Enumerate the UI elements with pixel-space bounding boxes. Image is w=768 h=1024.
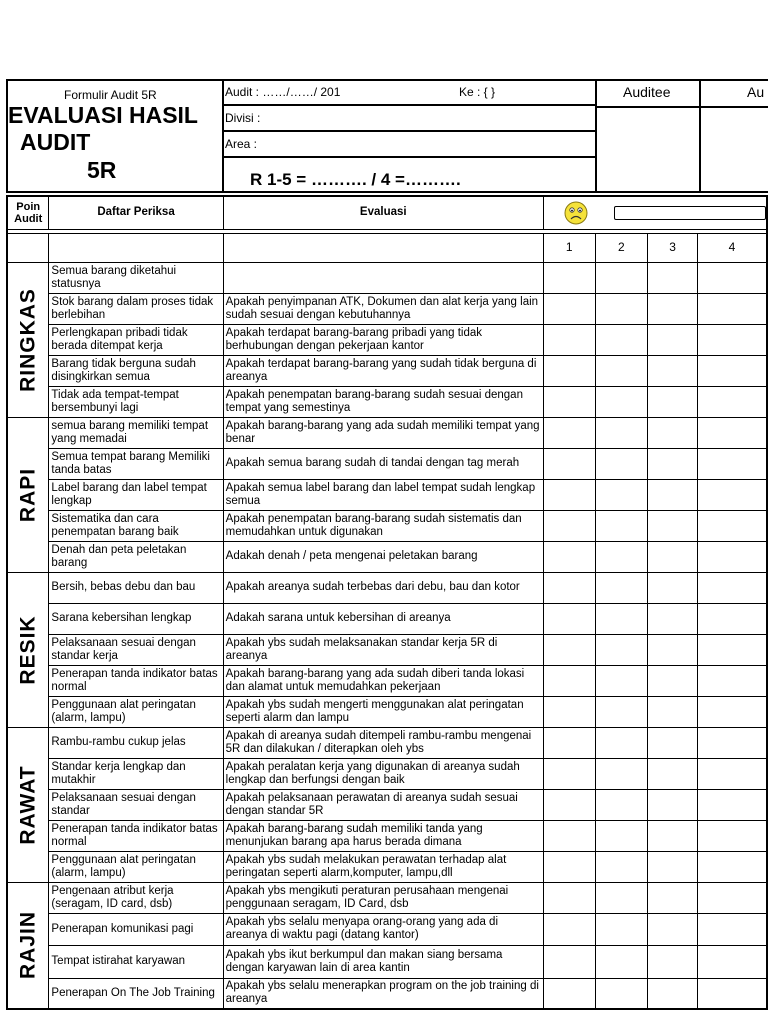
score-cell-3[interactable] bbox=[648, 758, 698, 789]
score-cell-1[interactable] bbox=[543, 324, 595, 355]
score-cell-2[interactable] bbox=[595, 634, 648, 665]
evaluation-question: Apakah ybs sudah melakukan perawatan terhadap alat peringatan seperti alarm,komputer, lampu,dll bbox=[223, 851, 543, 882]
checklist-item: Barang tidak berguna sudah disingkirkan semua bbox=[49, 355, 223, 386]
table-row bbox=[7, 696, 767, 727]
evaluation-question: Apakah ybs ikut berkumpul dan makan siang bersama dengan karyawan lain di area kantin bbox=[223, 945, 543, 978]
audit-round-field[interactable]: Ke : { } bbox=[459, 85, 496, 99]
score-cell-4[interactable] bbox=[697, 293, 767, 324]
checklist-item: Penggunaan alat peringatan (alarm, lampu) bbox=[49, 696, 223, 727]
score-cell-1[interactable] bbox=[543, 978, 595, 1009]
table-row bbox=[7, 665, 767, 696]
score-cell-2[interactable] bbox=[595, 882, 648, 913]
checklist-item: Bersih, bebas debu dan bau bbox=[49, 572, 223, 603]
checklist-item: Stok barang dalam proses tidak berlebihan bbox=[49, 293, 223, 324]
checklist-item: Denah dan peta peletakan barang bbox=[49, 541, 223, 572]
score-cell-3[interactable] bbox=[648, 448, 698, 479]
score-cell-3[interactable] bbox=[648, 727, 698, 758]
score-cell-2[interactable] bbox=[595, 978, 648, 1009]
score-cell-4[interactable] bbox=[697, 913, 767, 945]
form-label: Formulir Audit 5R bbox=[64, 88, 157, 102]
checklist-item: Penggunaan alat peringatan (alarm, lampu) bbox=[49, 851, 223, 882]
table-row bbox=[7, 634, 767, 665]
table-row bbox=[7, 572, 767, 603]
score-cell-1[interactable] bbox=[543, 386, 595, 417]
evaluation-question: Apakah penempatan barang-barang sudah sesuai dengan tempat yang semestinya bbox=[223, 386, 543, 417]
score-cell-2[interactable] bbox=[595, 386, 648, 417]
score-cell-3[interactable] bbox=[648, 603, 698, 634]
audit-checklist-table bbox=[6, 195, 768, 1010]
score-cell-3[interactable] bbox=[648, 882, 698, 913]
evaluation-question: Apakah barang-barang yang ada sudah memiliki tempat yang benar bbox=[223, 417, 543, 448]
score-cell-2[interactable] bbox=[595, 417, 648, 448]
category-label: RESIK bbox=[16, 614, 40, 685]
score-cell-3[interactable] bbox=[648, 386, 698, 417]
score-cell-1[interactable] bbox=[543, 696, 595, 727]
checklist-item: Perlengkapan pribadi tidak berada ditempat kerja bbox=[49, 324, 223, 355]
score-cell-1[interactable] bbox=[543, 262, 595, 293]
checklist-item: semua barang memiliki tempat yang memadai bbox=[49, 417, 223, 448]
score-cell-3[interactable] bbox=[648, 665, 698, 696]
score-cell-4[interactable] bbox=[697, 479, 767, 510]
evaluation-question: Apakah penyimpanan ATK, Dokumen dan alat kerja yang lain sudah sesuai dengan kebutuhannya bbox=[223, 293, 543, 324]
score-cell-4[interactable] bbox=[697, 324, 767, 355]
evaluation-question: Adakah sarana untuk kebersihan di areanya bbox=[223, 603, 543, 634]
score-cell-3[interactable] bbox=[648, 572, 698, 603]
score-col-3: 3 bbox=[648, 233, 698, 262]
table-row bbox=[7, 262, 767, 293]
checklist-item: Pelaksanaan sesuai dengan standar kerja bbox=[49, 634, 223, 665]
area-field[interactable]: Area : bbox=[225, 137, 258, 151]
score-cell-1[interactable] bbox=[543, 417, 595, 448]
rating-scale-bar bbox=[614, 206, 766, 220]
rating-legend bbox=[543, 196, 767, 229]
score-cell-4[interactable] bbox=[697, 851, 767, 882]
table-row bbox=[7, 541, 767, 572]
evaluation-question: Apakah terdapat barang-barang yang sudah tidak berguna di areanya bbox=[223, 355, 543, 386]
score-cell-2[interactable] bbox=[595, 603, 648, 634]
evaluation-question: Apakah barang-barang yang ada sudah diberi tanda lokasi dan alamat untuk memudahkan pekerjaan bbox=[223, 665, 543, 696]
evaluation-question: Apakah semua label barang dan label tempat sudah lengkap semua bbox=[223, 479, 543, 510]
score-formula[interactable]: R 1-5 = ………. / 4 =………. bbox=[250, 170, 461, 189]
score-cell-3[interactable] bbox=[648, 696, 698, 727]
evaluation-question: Apakah ybs selalu menyapa orang-orang yang ada di areanya di waktu pagi (datang kantor) bbox=[223, 913, 543, 945]
score-cell-3[interactable] bbox=[648, 355, 698, 386]
score-cell-4[interactable] bbox=[697, 262, 767, 293]
evaluation-question: Apakah ybs selalu menerapkan program on the job training di areanya bbox=[223, 978, 543, 1009]
evaluation-question: Apakah areanya sudah terbebas dari debu, bau dan kotor bbox=[223, 572, 543, 603]
checklist-item: Sistematika dan cara penempatan barang baik bbox=[49, 510, 223, 541]
score-cell-4[interactable] bbox=[697, 386, 767, 417]
category-cell bbox=[7, 727, 49, 882]
score-cell-2[interactable] bbox=[595, 479, 648, 510]
table-row bbox=[7, 324, 767, 355]
score-cell-2[interactable] bbox=[595, 355, 648, 386]
score-cell-3[interactable] bbox=[648, 510, 698, 541]
score-cell-3[interactable] bbox=[648, 913, 698, 945]
score-cell-3[interactable] bbox=[648, 324, 698, 355]
header-top-border bbox=[6, 79, 768, 81]
table-row bbox=[7, 978, 767, 1009]
score-cell-1[interactable] bbox=[543, 913, 595, 945]
checklist-item: Tempat istirahat karyawan bbox=[49, 945, 223, 978]
table-row bbox=[7, 355, 767, 386]
table-row bbox=[7, 758, 767, 789]
score-cell-4[interactable] bbox=[697, 727, 767, 758]
score-cell-1[interactable] bbox=[543, 945, 595, 978]
checklist-item: Tidak ada tempat-tempat bersembunyi lagi bbox=[49, 386, 223, 417]
header-row-line-3 bbox=[222, 156, 597, 158]
score-cell-2[interactable] bbox=[595, 448, 648, 479]
auditee-label: Auditee bbox=[623, 84, 671, 100]
category-cell bbox=[7, 882, 49, 1009]
evaluation-question: Apakah penempatan barang-barang sudah sistematis dan memudahkan untuk digunakan bbox=[223, 510, 543, 541]
evaluation-question: Apakah semua barang sudah di tandai dengan tag merah bbox=[223, 448, 543, 479]
title-line-1: EVALUASI HASIL bbox=[8, 102, 198, 128]
evaluation-question: Apakah terdapat barang-barang pribadi yang tidak berhubungan dengan pekerjaan kantor bbox=[223, 324, 543, 355]
score-cell-4[interactable] bbox=[697, 355, 767, 386]
score-cell-4[interactable] bbox=[697, 696, 767, 727]
score-cell-4[interactable] bbox=[697, 820, 767, 851]
score-cell-2[interactable] bbox=[595, 696, 648, 727]
score-cell-2[interactable] bbox=[595, 727, 648, 758]
score-cell-1[interactable] bbox=[543, 448, 595, 479]
category-label: RAPI bbox=[16, 467, 40, 522]
checklist-item: Rambu-rambu cukup jelas bbox=[49, 727, 223, 758]
evaluation-question: Apakah ybs sudah mengerti menggunakan alat peringatan seperti alarm dan lampu bbox=[223, 696, 543, 727]
score-cell-3[interactable] bbox=[648, 479, 698, 510]
score-cell-4[interactable] bbox=[697, 758, 767, 789]
score-cell-2[interactable] bbox=[595, 572, 648, 603]
table-row bbox=[7, 448, 767, 479]
category-label: RAJIN bbox=[16, 911, 40, 980]
table-row bbox=[7, 386, 767, 417]
score-cell-1[interactable] bbox=[543, 603, 595, 634]
table-row bbox=[7, 851, 767, 882]
checklist-item: Standar kerja lengkap dan mutakhir bbox=[49, 758, 223, 789]
score-cell-2[interactable] bbox=[595, 945, 648, 978]
table-row bbox=[7, 945, 767, 978]
score-cell-3[interactable] bbox=[648, 851, 698, 882]
checklist-item: Penerapan komunikasi pagi bbox=[49, 913, 223, 945]
score-cell-2[interactable] bbox=[595, 510, 648, 541]
score-cell-1[interactable] bbox=[543, 820, 595, 851]
score-cell-3[interactable] bbox=[648, 945, 698, 978]
checklist-item: Sarana kebersihan lengkap bbox=[49, 603, 223, 634]
score-cell-2[interactable] bbox=[595, 293, 648, 324]
title-line-2: AUDIT bbox=[20, 129, 91, 155]
score-cell-1[interactable] bbox=[543, 789, 595, 820]
score-cell-3[interactable] bbox=[648, 978, 698, 1009]
header-bottom-border bbox=[6, 191, 768, 193]
score-cell-3[interactable] bbox=[648, 634, 698, 665]
checklist-item: Penerapan On The Job Training bbox=[49, 978, 223, 1009]
evaluation-question: Apakah ybs sudah melaksanakan standar kerja 5R di areanya bbox=[223, 634, 543, 665]
table-header-row bbox=[7, 196, 767, 229]
evaluation-question: Adakah denah / peta mengenai peletakan barang bbox=[223, 541, 543, 572]
checklist-item: Penerapan tanda indikator batas normal bbox=[49, 665, 223, 696]
score-cell-2[interactable] bbox=[595, 665, 648, 696]
evaluation-question: Apakah pelaksanaan perawatan di areanya sudah sesuai dengan standar 5R bbox=[223, 789, 543, 820]
table-row bbox=[7, 820, 767, 851]
checklist-item: Pengenaan atribut kerja (seragam, ID card, dsb) bbox=[49, 882, 223, 913]
category-cell bbox=[7, 262, 49, 417]
col-header-daftar: Daftar Periksa bbox=[49, 196, 223, 229]
score-cell-4[interactable] bbox=[697, 541, 767, 572]
score-cell-2[interactable] bbox=[595, 758, 648, 789]
score-cell-4[interactable] bbox=[697, 417, 767, 448]
form-header bbox=[6, 79, 768, 193]
score-cell-1[interactable] bbox=[543, 293, 595, 324]
table-row bbox=[7, 293, 767, 324]
score-cell-2[interactable] bbox=[595, 851, 648, 882]
sad-face-icon bbox=[562, 200, 590, 226]
score-cell-4[interactable] bbox=[697, 510, 767, 541]
evaluation-question: Apakah peralatan kerja yang digunakan di areanya sudah lengkap dan berfungsi dengan baik bbox=[223, 758, 543, 789]
score-cell-4[interactable] bbox=[697, 572, 767, 603]
checklist-item: Label barang dan label tempat lengkap bbox=[49, 479, 223, 510]
auditee-row-line bbox=[595, 106, 768, 108]
score-cell-2[interactable] bbox=[595, 541, 648, 572]
header-divider-1 bbox=[222, 79, 224, 193]
score-cell-2[interactable] bbox=[595, 789, 648, 820]
checklist-item: Semua barang diketahui statusnya bbox=[49, 262, 223, 293]
score-cell-3[interactable] bbox=[648, 541, 698, 572]
score-cell-4[interactable] bbox=[697, 789, 767, 820]
table-row bbox=[7, 603, 767, 634]
score-cell-3[interactable] bbox=[648, 820, 698, 851]
score-cell-3[interactable] bbox=[648, 262, 698, 293]
table-row bbox=[7, 479, 767, 510]
evaluation-question bbox=[223, 262, 543, 293]
score-number-row bbox=[7, 233, 767, 262]
score-cell-1[interactable] bbox=[543, 758, 595, 789]
evaluation-question: Apakah ybs mengikuti peraturan perusahaan mengenai penggunaan seragam, ID Card, dsb bbox=[223, 882, 543, 913]
score-cell-2[interactable] bbox=[595, 913, 648, 945]
score-cell-3[interactable] bbox=[648, 417, 698, 448]
score-cell-4[interactable] bbox=[697, 978, 767, 1009]
score-cell-4[interactable] bbox=[697, 882, 767, 913]
score-cell-2[interactable] bbox=[595, 262, 648, 293]
score-cell-1[interactable] bbox=[543, 727, 595, 758]
score-cell-4[interactable] bbox=[697, 945, 767, 978]
score-cell-1[interactable] bbox=[543, 851, 595, 882]
col-header-evaluasi: Evaluasi bbox=[223, 196, 543, 229]
category-cell bbox=[7, 417, 49, 572]
audit-date-field[interactable]: Audit : ……/……/ 201 bbox=[225, 85, 341, 99]
table-row bbox=[7, 417, 767, 448]
checklist-item: Penerapan tanda indikator batas normal bbox=[49, 820, 223, 851]
score-cell-1[interactable] bbox=[543, 882, 595, 913]
score-cell-4[interactable] bbox=[697, 665, 767, 696]
category-label: RINGKAS bbox=[16, 287, 40, 392]
score-cell-1[interactable] bbox=[543, 541, 595, 572]
title-line-3: 5R bbox=[87, 157, 117, 183]
score-cell-1[interactable] bbox=[543, 479, 595, 510]
score-cell-4[interactable] bbox=[697, 603, 767, 634]
divisi-field[interactable]: Divisi : bbox=[225, 111, 261, 125]
score-col-4: 4 bbox=[697, 233, 767, 262]
score-cell-4[interactable] bbox=[697, 448, 767, 479]
checklist-item: Pelaksanaan sesuai dengan standar bbox=[49, 789, 223, 820]
header-left-border bbox=[6, 79, 8, 193]
score-cell-2[interactable] bbox=[595, 820, 648, 851]
score-cell-3[interactable] bbox=[648, 293, 698, 324]
header-row-line-1 bbox=[222, 104, 597, 106]
score-cell-2[interactable] bbox=[595, 324, 648, 355]
col-header-poin: Poin Audit bbox=[7, 196, 49, 229]
checklist-item: Semua tempat barang Memiliki tanda batas bbox=[49, 448, 223, 479]
table-row bbox=[7, 789, 767, 820]
table-row bbox=[7, 882, 767, 913]
score-col-1: 1 bbox=[543, 233, 595, 262]
evaluation-question: Apakah di areanya sudah ditempeli rambu-rambu mengenai 5R dan dilakukan / diterapkan oleh ybs bbox=[223, 727, 543, 758]
table-row bbox=[7, 727, 767, 758]
score-col-2: 2 bbox=[595, 233, 648, 262]
score-cell-1[interactable] bbox=[543, 510, 595, 541]
score-cell-1[interactable] bbox=[543, 665, 595, 696]
score-cell-1[interactable] bbox=[543, 572, 595, 603]
header-divider-2 bbox=[595, 79, 597, 193]
table-row bbox=[7, 510, 767, 541]
category-label: RAWAT bbox=[16, 764, 40, 845]
header-row-line-2 bbox=[222, 130, 597, 132]
evaluation-question: Apakah barang-barang sudah memiliki tanda yang menunjukan barang apa harus berada dimana bbox=[223, 820, 543, 851]
score-cell-4[interactable] bbox=[697, 634, 767, 665]
header-divider-3 bbox=[699, 79, 701, 193]
score-cell-1[interactable] bbox=[543, 634, 595, 665]
score-cell-1[interactable] bbox=[543, 355, 595, 386]
auditor-label: Au bbox=[747, 84, 765, 100]
table-row bbox=[7, 913, 767, 945]
score-cell-3[interactable] bbox=[648, 789, 698, 820]
category-cell bbox=[7, 572, 49, 727]
